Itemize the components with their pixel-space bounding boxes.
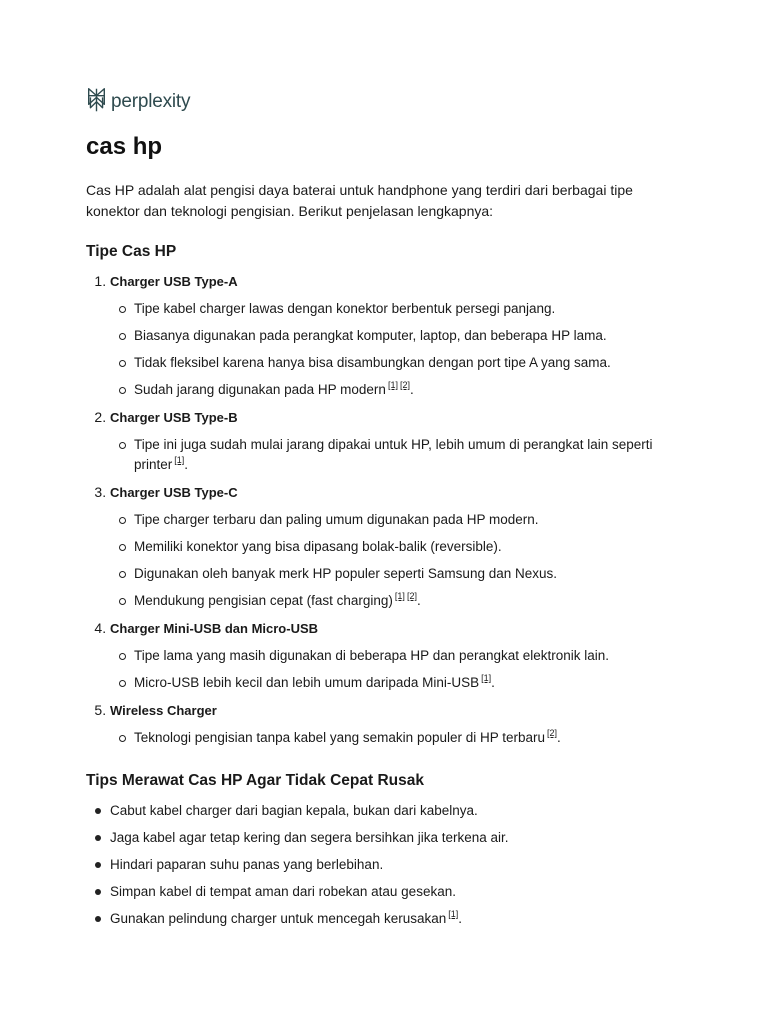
bullet-text: Digunakan oleh banyak merk HP populer seperti Samsung dan Nexus. [134,566,557,581]
type-item [110,700,686,748]
tips-list [86,801,686,929]
list-item [134,380,686,400]
bullet-text: Tipe ini juga sudah mulai jarang dipakai untuk HP, lebih umum di perangkat lain seperti printer [134,437,653,472]
bullet-end: . [458,911,463,926]
types-list [86,271,686,748]
tip-item [110,855,686,875]
citation-link[interactable]: [1] [394,591,405,601]
tip-item [110,909,686,929]
bullet-text: Tidak fleksibel karena hanya bisa disambungkan dengan port tipe A yang sama. [134,355,611,370]
list-item [134,326,686,346]
type-item [110,482,686,611]
bullet-text: Memiliki konektor yang bisa dipasang bolak-balik (reversible). [134,539,502,554]
brand-logo[interactable] [86,88,686,116]
page-title: cas hp [86,133,163,160]
type-item-title: Charger Mini-USB dan Micro-USB [110,621,319,636]
type-item-bullets [110,435,686,475]
type-item [110,271,686,400]
type-item-bullets [110,299,686,400]
bullet-text: Tipe lama yang masih digunakan di beberapa HP dan perangkat elektronik lain. [134,648,610,663]
bullet-text: Tipe charger terbaru dan paling umum digunakan pada HP modern. [134,512,539,527]
type-item-title: Charger USB Type-B [110,410,238,425]
list-item [134,510,686,530]
bullet-end: . [409,382,414,397]
list-item [134,353,686,373]
type-item [110,407,686,475]
type-item-bullets [110,510,686,611]
bullet-text: Cabut kabel charger dari bagian kepala, bukan dari kabelnya. [110,803,478,818]
list-item [134,299,686,319]
list-item [134,728,686,748]
bullet-end: . [416,593,421,608]
section-heading-tips: Tips Merawat Cas HP Agar Tidak Cepat Rusak [86,772,424,789]
brand-name: perplexity [111,91,191,112]
list-item [134,646,686,666]
bullet-text: Gunakan pelindung charger untuk mencegah kerusakan [110,911,447,926]
list-item [134,591,686,611]
tip-item [110,882,686,902]
bullet-end: . [184,457,189,472]
bullet-text: Jaga kabel agar tetap kering dan segera bersihkan jika terkena air. [110,830,509,845]
type-item-title: Charger USB Type-A [110,274,238,289]
type-item-bullets [110,646,686,693]
intro-paragraph: Cas HP adalah alat pengisi daya baterai untuk handphone yang terdiri dari berbagai tipe konektor dan teknologi pengisian. Berikut penjelasan lengkapnya: [86,182,633,219]
bullet-text: Micro-USB lebih kecil dan lebih umum daripada Mini-USB [134,675,480,690]
type-item-title: Wireless Charger [110,703,217,718]
bullet-text: Simpan kabel di tempat aman dari robekan atau gesekan. [110,884,456,899]
citation-link[interactable]: [1] [387,380,398,390]
bullet-text: Mendukung pengisian cepat (fast charging) [134,593,393,608]
bullet-end: . [557,730,561,745]
perplexity-logo-icon [86,87,111,118]
bullet-text: Hindari paparan suhu panas yang berlebihan. [110,857,384,872]
citation-link[interactable]: [2] [406,591,417,601]
citation-link[interactable]: [1] [174,455,185,465]
bullet-text: Tipe kabel charger lawas dengan konektor berbentuk persegi panjang. [134,301,556,316]
citation-link[interactable]: [2] [547,728,558,738]
section-heading-types: Tipe Cas HP [86,243,177,260]
citation-link[interactable]: [2] [399,380,410,390]
bullet-end: . [491,675,495,690]
bullet-text: Teknologi pengisian tanpa kabel yang semakin populer di HP terbaru [134,730,546,745]
bullet-text: Biasanya digunakan pada perangkat komputer, laptop, dan beberapa HP lama. [134,328,607,343]
list-item [134,537,686,557]
bullet-text: Sudah jarang digunakan pada HP modern [134,382,386,397]
citation-link[interactable]: [1] [448,909,459,919]
type-item [110,618,686,693]
citation-link[interactable]: [1] [481,673,492,683]
type-item-bullets [110,728,686,748]
list-item [134,564,686,584]
tip-item [110,801,686,821]
tip-item [110,828,686,848]
type-item-title: Charger USB Type-C [110,485,238,500]
list-item [134,435,686,475]
list-item [134,673,686,693]
document-page [86,88,686,936]
